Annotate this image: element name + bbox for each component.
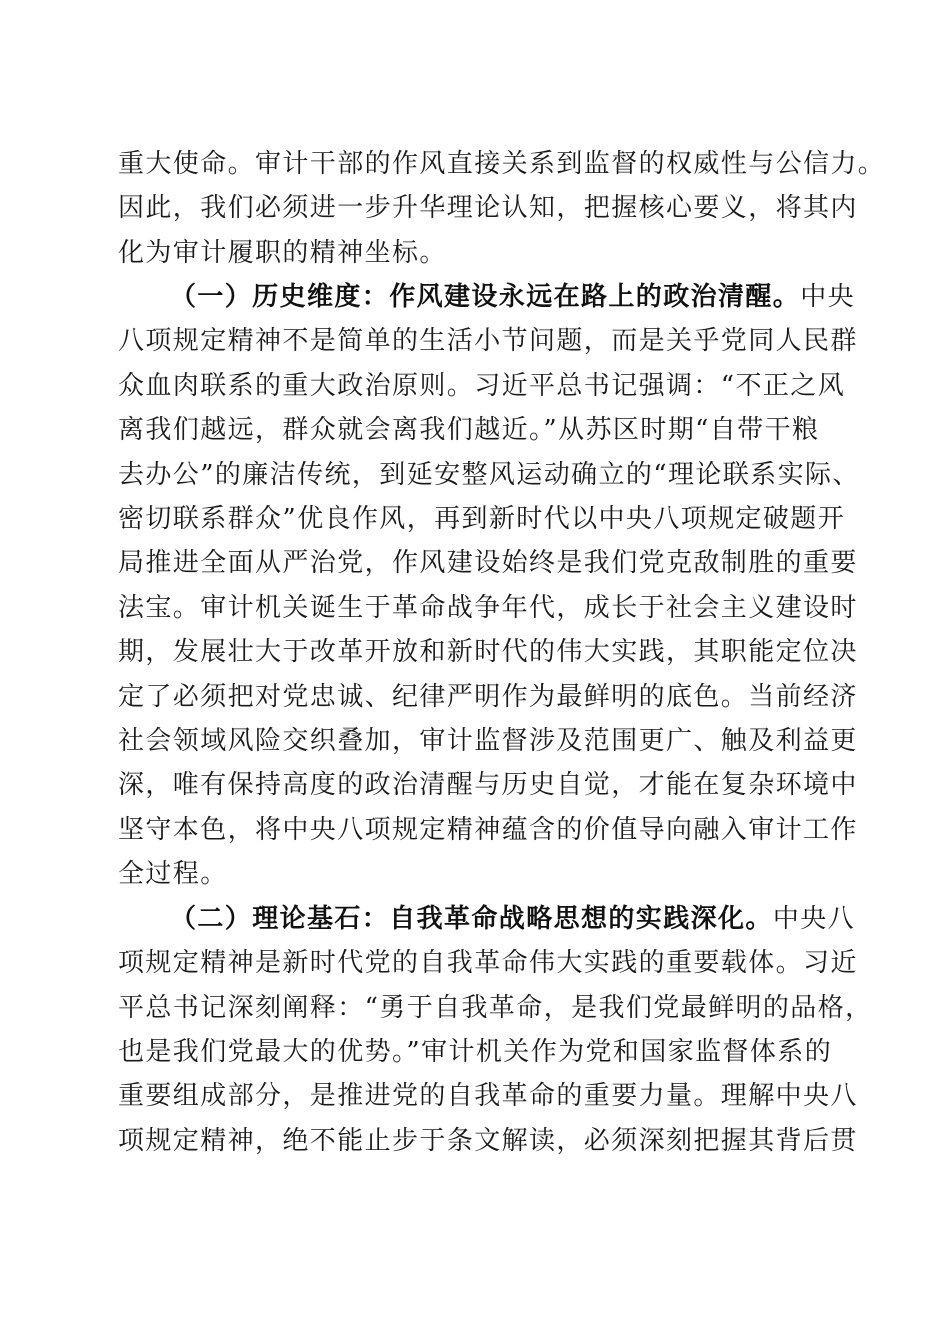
section-heading: （一）历史维度：作风建设永远在路上的政治清醒。 xyxy=(170,282,801,312)
heading-line-text: 中央 xyxy=(800,282,856,312)
text-line: 法宝。审计机关诞生于革命战争年代，成长于社会主义建设时 xyxy=(118,593,858,623)
text-line: 众血肉联系的重大政治原则。习近平总书记强调：“不正之风 xyxy=(118,371,846,401)
text-line: 密切联系群众”优良作风，再到新时代以中央八项规定破题开 xyxy=(118,504,846,534)
text-line: 去办公”的廉洁传统，到延安整风运动确立的“理论联系实际、 xyxy=(118,460,860,490)
section-heading-line xyxy=(170,277,860,317)
text-line: 化为审计履职的精神坐标。 xyxy=(118,238,447,268)
text-line: 定了必须把对党忠诚、纪律严明作为最鲜明的底色。当前经济 xyxy=(118,682,858,712)
section-heading: （二）理论基石：自我革命战略思想的实践深化。 xyxy=(170,904,773,934)
text-line: 深，唯有保持高度的政治清醒与历史自觉，才能在复杂环境中 xyxy=(118,770,858,800)
text-line: 项规定精神，绝不能止步于条文解读，必须深刻把握其背后贯 xyxy=(118,1126,858,1156)
text-line: 全过程。 xyxy=(118,859,228,889)
text-line: 平总书记深刻阐释：“勇于自我革命，是我们党最鲜明的品格， xyxy=(118,993,873,1023)
heading-line-text: 中央八 xyxy=(772,904,856,934)
text-line: 重要组成部分，是推进党的自我革命的重要力量。理解中央八 xyxy=(118,1081,858,1111)
text-line: 八项规定精神不是简单的生活小节问题，而是关乎党同人民群 xyxy=(118,326,858,356)
text-line: 社会领域风险交织叠加，审计监督涉及范围更广、触及利益更 xyxy=(118,726,858,756)
text-line: 也是我们党最大的优势。”审计机关作为党和国家监督体系的 xyxy=(118,1037,833,1067)
text-line: 期，发展壮大于改革开放和新时代的伟大实践，其职能定位决 xyxy=(118,637,858,667)
text-line: 局推进全面从严治党，作风建设始终是我们党克敌制胜的重要 xyxy=(118,548,858,578)
text-line: 重大使命。审计干部的作风直接关系到监督的权威性与公信力。 xyxy=(118,149,886,179)
text-line: 坚守本色，将中央八项规定精神蕴含的价值导向融入审计工作 xyxy=(118,815,858,845)
section-heading-line xyxy=(170,899,860,939)
text-line: 因此，我们必须进一步升华理论认知，把握核心要义，将其内 xyxy=(118,193,858,223)
text-line: 项规定精神是新时代党的自我革命伟大实践的重要载体。习近 xyxy=(118,948,858,978)
text-line: 离我们越远，群众就会离我们越近。”从苏区时期“自带干粮 xyxy=(118,415,820,445)
